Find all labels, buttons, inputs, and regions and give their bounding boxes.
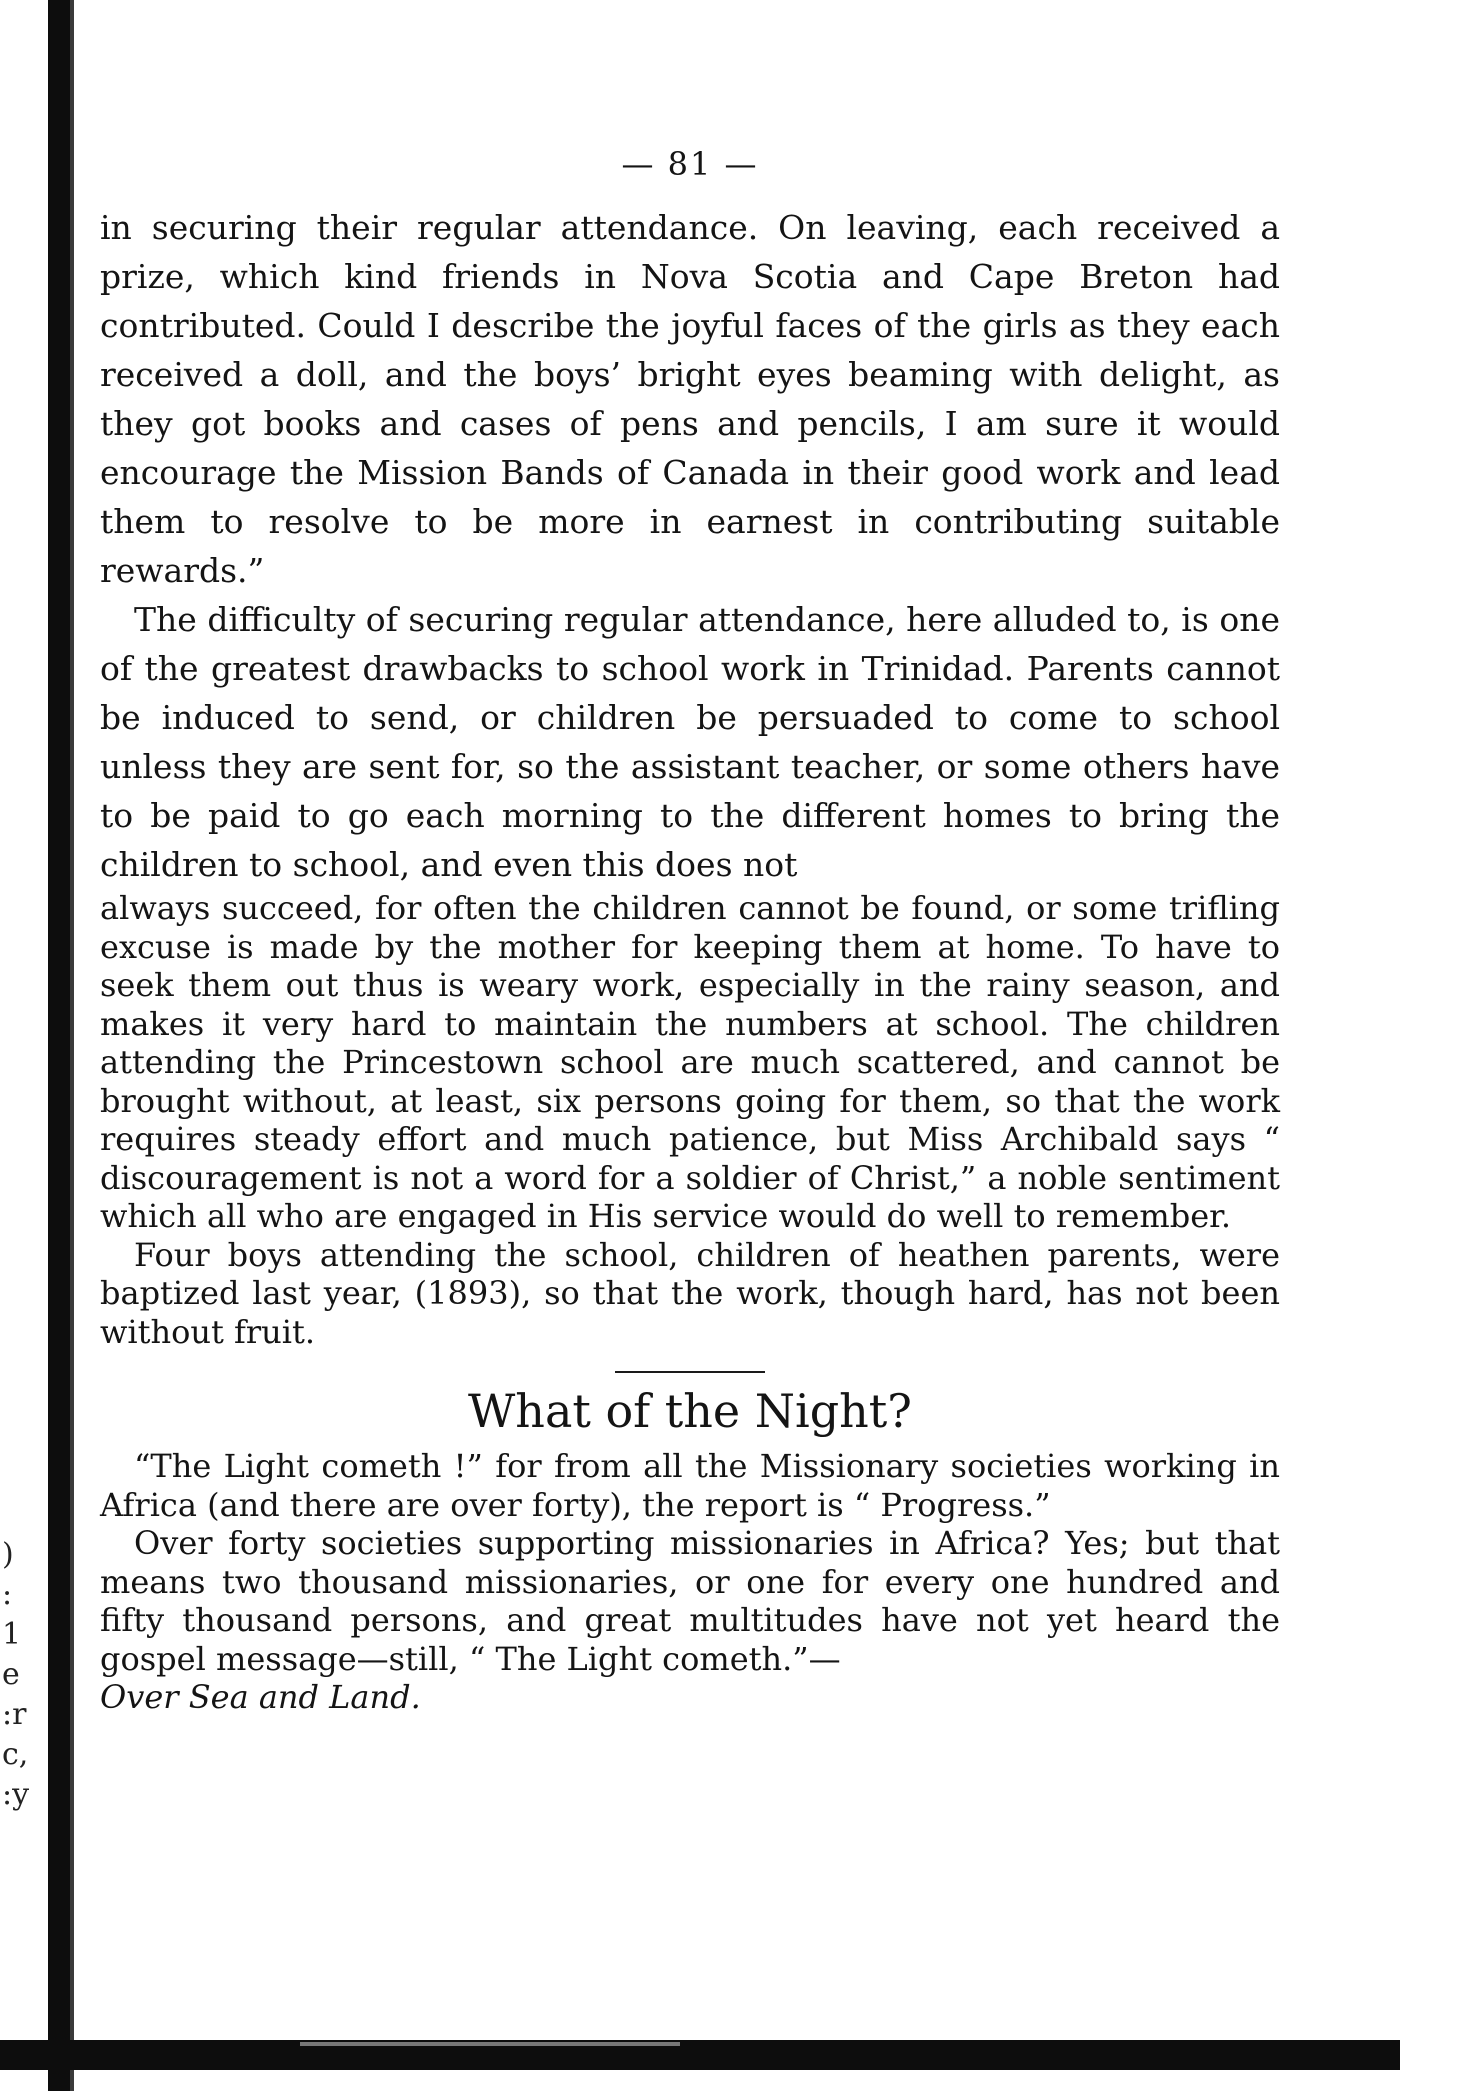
- section-divider: [615, 1371, 765, 1373]
- body-paragraph: in securing their regular attendance. On leaving, each received a prize, which kind friends in Nova Scotia and Cape Breton had contributed. Could I describe the joyful faces of the girls as they each received a doll, and the boys’ bright eyes beaming with delight, as they got books and cases of pens and pencils, I am sure it would encourage the Mission Bands of Canada in their good work and lead them to resolve to be more in earnest in contributing suitable rewards.”: [100, 208, 1280, 590]
- bottom-scan-edge: [0, 2040, 1400, 2070]
- page-number: — 81 —: [621, 145, 759, 183]
- margin-bleed-char: 1: [2, 1617, 22, 1652]
- margin-bleed-char: :r: [2, 1697, 27, 1732]
- body-paragraph: The difficulty of securing regular attendance, here alluded to, is one of the greatest drawbacks to school work in Trinidad. Parents cannot be induced to send, or children be persuaded to come to school unless they are sent for, so the assistant teacher, or some others have to be paid to go each morning to the different homes to bring the children to school, and even this does not: [100, 600, 1280, 884]
- margin-bleed-char: c,: [2, 1737, 29, 1772]
- margin-bleed-through: [2, 1535, 36, 1815]
- margin-bleed-char: :y: [2, 1777, 30, 1812]
- page-body: [100, 145, 1280, 1717]
- section-heading: What of the Night?: [468, 1384, 912, 1438]
- binding-edge: [48, 0, 70, 2091]
- section-paragraph: Over forty societies supporting missionaries in Africa? Yes; but that means two thousand missionaries, or one for every one hundred and fifty thousand persons, and great multitudes have not yet heard the gospel message—still, “ The Light cometh.”—: [100, 1524, 1280, 1678]
- margin-bleed-char: ): [2, 1537, 14, 1572]
- source-credit: Over Sea and Land.: [100, 1678, 421, 1716]
- bottom-scan-highlight: [300, 2042, 680, 2046]
- body-paragraph: Four boys attending the school, children of heathen parents, were baptized last year, (1893), so that the work, though hard, has not been without fruit.: [100, 1235, 1280, 1351]
- margin-bleed-char: :: [2, 1577, 13, 1612]
- binding-edge-inner: [70, 0, 74, 2091]
- body-paragraph: always succeed, for often the children cannot be found, or some trifling excuse is made by the mother for keeping them at home. To have to seek them out thus is weary work, especially in the rainy season, and makes it very hard to maintain the numbers at school. The children attending the Princestown school are much scattered, and cannot be brought without, at least, six persons going for them, so that the work requires steady effort and much patience, but Miss Archibald says “ discouragement is not a word for a soldier of Christ,” a noble sentiment which all who are engaged in His service would do well to remember.: [100, 889, 1280, 1235]
- section-paragraph: “The Light cometh !” for from all the Missionary societies working in Africa (and there are over forty), the report is “ Progress.”: [100, 1447, 1280, 1524]
- margin-bleed-char: e: [2, 1657, 20, 1692]
